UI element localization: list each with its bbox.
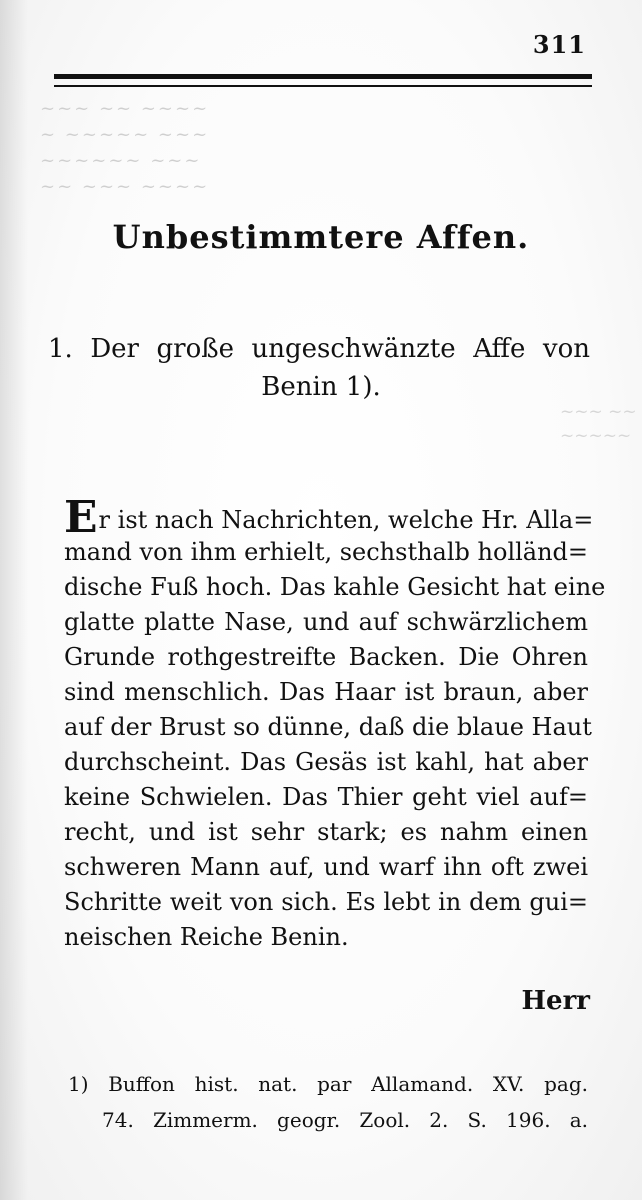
- body-line: glatte platte Nase, und auf schwärzlichem: [64, 608, 588, 636]
- catchword: Herr: [521, 986, 590, 1016]
- bleed-through-text: ~~~ ~~ ~~~~ ~ ~~~~~ ~~~ ~~~~~~ ~~~ ~~ ~~~ ~~~~: [40, 98, 210, 197]
- drop-cap: E: [64, 492, 98, 543]
- body-line: schweren Mann auf, und warf ihn oft zwei: [64, 853, 588, 881]
- body-line: neischen Reiche Benin.: [64, 923, 349, 951]
- body-line: Grunde rothgestreifte Backen. Die Ohren: [64, 643, 588, 671]
- entry-heading: 1. Der große ungeschwänzte Affe von: [48, 334, 590, 364]
- footnote: [68, 1066, 588, 1138]
- header-rule-thin: [54, 85, 592, 87]
- footnote-line: 1) Buffon hist. nat. par Allamand. XV. pag.: [68, 1072, 588, 1096]
- body-line: keine Schwielen. Das Thier geht viel auf=: [64, 783, 588, 811]
- body-line: auf der Brust so dünne, daß die blaue Haut: [64, 713, 592, 741]
- bleed-through-text-right: ~~~ ~~ ~~~~~: [560, 402, 637, 446]
- footnote-line: 74. Zimmerm. geogr. Zool. 2. S. 196. a.: [102, 1108, 588, 1132]
- body-paragraph: [64, 492, 606, 955]
- body-line: mand von ihm erhielt, sechsthalb holländ=: [64, 538, 589, 566]
- body-line: sind menschlich. Das Haar ist braun, aber: [64, 678, 588, 706]
- body-line: dische Fuß hoch. Das kahle Gesicht hat eine: [64, 573, 606, 601]
- header-rule-thick: [54, 74, 592, 79]
- body-line: Schritte weit von sich. Es lebt in dem gui=: [64, 888, 588, 916]
- body-line: recht, und ist sehr stark; es nahm einen: [64, 818, 588, 846]
- page-number: 311: [532, 30, 586, 59]
- body-line: durchscheint. Das Gesäs ist kahl, hat aber: [64, 748, 588, 776]
- section-title: Unbestimmtere Affen.: [112, 218, 530, 256]
- entry-heading-continued: Benin 1).: [261, 372, 381, 402]
- body-line: Er ist nach Nachrichten, welche Hr. Alla=: [64, 492, 594, 543]
- page-edge-shadow: [0, 0, 28, 1200]
